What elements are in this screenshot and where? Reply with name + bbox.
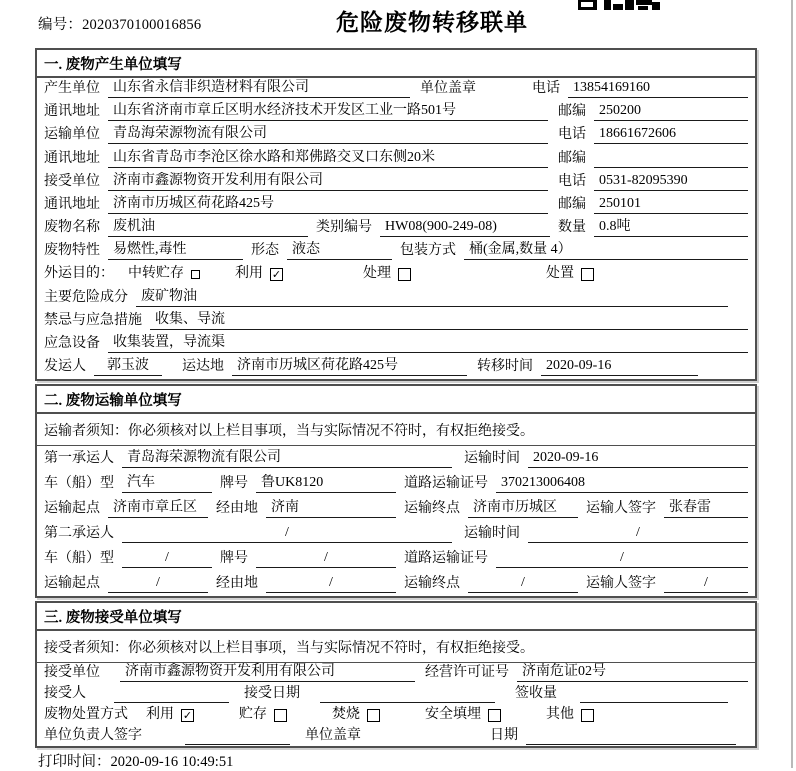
responsible-signature-label: 单位负责人签字: [44, 728, 142, 743]
receive-date-label: 接受日期: [244, 686, 300, 701]
first-carrier-row: [37, 446, 755, 471]
receiver-seal-label: 单位盖章: [305, 728, 361, 743]
purpose-option-utilize: [235, 265, 283, 283]
road-permit-label: 道路运输证号: [404, 476, 488, 491]
emergency-measures-label: 禁忌与应急措施: [44, 312, 142, 328]
emergency-equipment-row: [37, 333, 755, 356]
receiver-person-value: [114, 685, 229, 703]
route-row: [37, 496, 755, 521]
transfer-date-value: 2020-09-16: [541, 357, 698, 376]
via-label-2: 经由地: [216, 576, 258, 591]
first-carrier-label: 第一承运人: [44, 451, 114, 466]
transporter-phone-label: 电话: [558, 127, 586, 143]
carrier-signature-label-2: 运输人签字: [586, 576, 656, 591]
emergency-equipment-label: 应急设备: [44, 335, 100, 351]
terminus-label-2: 运输终点: [404, 576, 460, 591]
disposal-storage-label: 贮存: [239, 707, 267, 722]
category-code-label: 类别编号: [316, 220, 372, 236]
section-receiver-heading: 三. 废物接受单位填写: [37, 603, 755, 631]
transporter-notice: 运输者须知：你必须核对以上栏目事项，当与实际情况不符时，有权拒绝接受。: [37, 414, 755, 446]
receiver-postcode-value: 250101: [594, 195, 748, 214]
transporter-address-label: 通讯地址: [44, 150, 100, 166]
carrier-signature-label: 运输人签字: [586, 501, 656, 516]
receiver-address-value: 济南市历城区荷花路425号: [108, 195, 548, 214]
disposal-option-incinerate: [332, 706, 380, 724]
plate-number-value: 鲁UK8120: [256, 474, 396, 493]
date-value: [526, 727, 736, 745]
packaging-label: 包装方式: [400, 243, 456, 259]
receiving-unit-label: 接受单位: [44, 665, 100, 680]
emergency-measures-value: 收集、导流: [150, 311, 748, 330]
destination-label: 运达地: [182, 359, 224, 375]
producer-address-row: [37, 101, 755, 124]
producer-unit-row: [37, 78, 755, 101]
second-carrier-row: [37, 521, 755, 546]
transporter-postcode-value: [594, 150, 748, 168]
checkbox-unchecked-icon: [581, 268, 594, 281]
plate-number-label-2: 牌号: [220, 551, 248, 566]
receiver-address-label: 通讯地址: [44, 196, 100, 212]
serial-number: 编号：2020370100016856: [38, 17, 202, 33]
terminus-value-2: /: [468, 574, 578, 593]
transfer-purpose-label: 外运目的：: [44, 266, 114, 282]
hazard-component-label: 主要危险成分: [44, 289, 128, 305]
received-quantity-label: 签收量: [515, 686, 557, 701]
transporter-phone-value: 18661672606: [594, 125, 748, 144]
checkbox-unchecked-icon: [488, 709, 501, 722]
vehicle-type-label: 车（船）型: [44, 476, 114, 491]
consignor-value: 郭玉波: [94, 357, 162, 376]
terminus-value: 济南市历城区: [468, 499, 578, 518]
document-title: 危险废物转移联单: [336, 10, 528, 35]
responsible-signature-row: [37, 727, 755, 748]
disposal-option-storage: [239, 706, 287, 724]
category-code-value: HW08(900-249-08): [380, 218, 550, 237]
disposal-option-utilize: [146, 706, 194, 724]
carrier-signature-value-2: /: [664, 574, 748, 593]
disposal-other-label: 其他: [546, 707, 574, 722]
terminus-label: 运输终点: [404, 501, 460, 516]
receiver-unit-value: 济南市鑫源物资开发利用有限公司: [108, 172, 548, 191]
receiver-phone-value: 0531-82095390: [594, 172, 748, 191]
origin-label: 运输起点: [44, 501, 100, 516]
section-producer-heading: 一. 废物产生单位填写: [37, 50, 755, 78]
receiving-unit-value: 济南市鑫源物资开发利用有限公司: [120, 663, 415, 682]
license-number-label: 经营许可证号: [425, 665, 509, 680]
section-producer: [35, 48, 757, 381]
first-carrier-value: 青岛海荣源物流有限公司: [122, 449, 452, 468]
producer-address-label: 通讯地址: [44, 104, 100, 120]
page-edge-line: [791, 0, 793, 768]
quantity-value: 0.8吨: [594, 218, 748, 237]
second-carrier-value: /: [122, 524, 452, 543]
producer-unit-value: 山东省永信非织造材料有限公司: [108, 79, 410, 98]
vehicle-type-row: [37, 471, 755, 496]
carrier-signature-value: 张春雷: [664, 499, 748, 518]
consignor-row: [37, 356, 755, 379]
transporter-unit-label: 运输单位: [44, 127, 100, 143]
purpose-utilize-label: 利用: [235, 266, 263, 282]
plate-number-value-2: /: [256, 549, 396, 568]
waste-property-value: 易燃性,毒性: [108, 241, 243, 260]
qr-code-fragment: [578, 0, 664, 10]
receiver-unit-row: [37, 171, 755, 194]
license-number-value: 济南危证02号: [517, 663, 748, 682]
purpose-treat-label: 处理: [363, 266, 391, 282]
hazard-component-row: [37, 286, 755, 309]
transport-time-label-2: 运输时间: [464, 526, 520, 541]
road-permit-value-2: /: [496, 549, 748, 568]
via-value-2: /: [266, 574, 396, 593]
packaging-value: 桶(金属,数量 4）: [464, 241, 748, 260]
responsible-signature-value: [185, 727, 290, 745]
disposal-utilize-label: 利用: [146, 707, 174, 722]
waste-name-label: 废物名称: [44, 220, 100, 236]
checkbox-checked-icon: ✓: [271, 267, 282, 281]
road-permit-value: 370213006408: [496, 474, 748, 493]
transport-time-value: 2020-09-16: [528, 449, 748, 468]
road-permit-label-2: 道路运输证号: [404, 551, 488, 566]
transporter-address-row: [37, 147, 755, 170]
receiving-unit-row: [37, 663, 755, 685]
disposal-option-other: [546, 706, 594, 724]
form-label: 形态: [251, 243, 279, 259]
transport-time-value-2: /: [528, 524, 748, 543]
consignor-label: 发运人: [44, 359, 86, 375]
disposal-method-row: [37, 706, 755, 727]
disposal-method-label: 废物处置方式: [44, 707, 128, 722]
destination-value: 济南市历城区荷花路425号: [232, 357, 467, 376]
section-transport: [35, 384, 757, 598]
waste-name-value: 废机油: [108, 218, 308, 237]
checkbox-checked-icon: ✓: [182, 708, 193, 722]
origin-label-2: 运输起点: [44, 576, 100, 591]
disposal-incinerate-label: 焚烧: [332, 707, 360, 722]
receiver-postcode-label: 邮编: [558, 196, 586, 212]
purpose-dispose-label: 处置: [546, 266, 574, 282]
transporter-address-value: 山东省青岛市李沧区徐水路和郑佛路交叉口东侧20米: [108, 149, 548, 168]
via-label: 经由地: [216, 501, 258, 516]
form-value: 液态: [287, 241, 392, 260]
origin-value-2: /: [108, 574, 208, 593]
producer-phone-value: 13854169160: [568, 79, 748, 98]
waste-property-label: 废物特性: [44, 243, 100, 259]
emergency-measures-row: [37, 310, 755, 333]
producer-postcode-value: 250200: [594, 102, 748, 121]
checkbox-unchecked-icon: [191, 270, 200, 279]
transporter-postcode-label: 邮编: [558, 150, 586, 166]
checkbox-unchecked-icon: [274, 709, 287, 722]
transport-time-label: 运输时间: [464, 451, 520, 466]
receiver-phone-label: 电话: [558, 173, 586, 189]
route-row-2: [37, 571, 755, 596]
section-receiver: [35, 601, 757, 748]
producer-postcode-label: 邮编: [558, 104, 586, 120]
section-transport-heading: 二. 废物运输单位填写: [37, 386, 755, 414]
date-label: 日期: [490, 728, 518, 743]
vehicle-type-label-2: 车（船）型: [44, 551, 114, 566]
second-carrier-label: 第二承运人: [44, 526, 114, 541]
producer-unit-label: 产生单位: [44, 81, 100, 97]
checkbox-unchecked-icon: [367, 709, 380, 722]
plate-number-label: 牌号: [220, 476, 248, 491]
print-time: 打印时间：2020-09-16 10:49:51: [38, 754, 234, 770]
waste-property-row: [37, 240, 755, 263]
quantity-label: 数量: [558, 220, 586, 236]
hazard-component-value: 废矿物油: [136, 288, 728, 307]
origin-value: 济南市章丘区: [108, 499, 208, 518]
producer-address-value: 山东省济南市章丘区明水经济技术开发区工业一路501号: [108, 102, 548, 121]
emergency-equipment-value: 收集装置，导流渠: [108, 334, 748, 353]
transfer-purpose-row: [37, 263, 755, 286]
via-value: 济南: [266, 499, 396, 518]
purpose-option-transfer-storage: [128, 265, 200, 283]
purpose-option-treat: [363, 265, 411, 283]
receiver-unit-label: 接受单位: [44, 173, 100, 189]
receiver-address-row: [37, 194, 755, 217]
vehicle-type-value-2: /: [122, 549, 212, 568]
producer-phone-label: 电话: [532, 81, 560, 97]
transfer-date-label: 转移时间: [477, 359, 533, 375]
disposal-landfill-label: 安全填埋: [425, 707, 481, 722]
waste-name-row: [37, 217, 755, 240]
disposal-option-landfill: [425, 706, 501, 724]
unit-seal-label: 单位盖章: [420, 81, 476, 97]
vehicle-type-value: 汽车: [122, 474, 212, 493]
receive-date-value: [320, 685, 495, 703]
checkbox-unchecked-icon: [398, 268, 411, 281]
receiver-notice: 接受者须知：你必须核对以上栏目事项，当与实际情况不符时，有权拒绝接受。: [37, 631, 755, 663]
received-quantity-value: [580, 685, 728, 703]
receiver-person-label: 接受人: [44, 686, 86, 701]
purpose-option-dispose: [546, 265, 594, 283]
purpose-transfer-storage-label: 中转贮存: [128, 266, 184, 282]
checkbox-unchecked-icon: [581, 709, 594, 722]
transporter-unit-row: [37, 124, 755, 147]
transporter-unit-value: 青岛海荣源物流有限公司: [108, 125, 548, 144]
vehicle-type-row-2: [37, 546, 755, 571]
receiver-person-row: [37, 685, 755, 706]
